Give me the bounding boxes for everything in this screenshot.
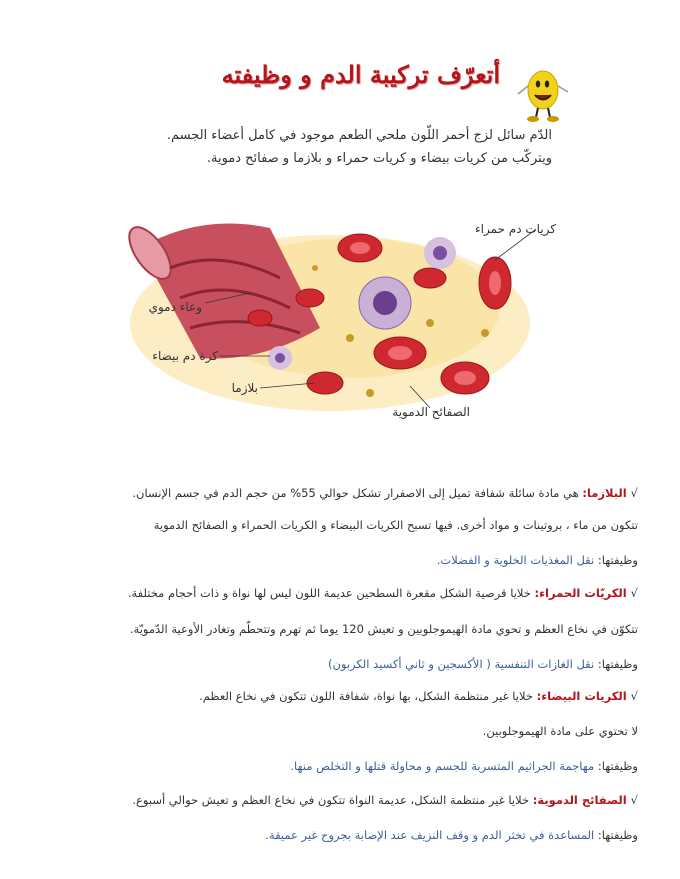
blood-illustration <box>110 208 570 428</box>
label-plasma: بلازما <box>231 381 258 395</box>
intro-line-2: ويتركّب من كريات بيضاء و كريات حمراء و بلازما و صفائح دموية. <box>206 151 552 166</box>
white-cells-note: لا تحتوي على مادة الهيموجلوبين. <box>482 724 638 738</box>
white-cells-term: الكريات البيضاء: <box>536 689 627 703</box>
red-cells-function-key: وظيفتها: <box>597 657 638 671</box>
platelets-function <box>265 828 638 842</box>
plasma-text: هي مادة سائلة شفافة تميل إلى الاصفرار تشكل حوالي 55% من حجم الدم في جسم الإنسان. <box>132 486 579 500</box>
intro <box>122 124 552 170</box>
plasma-function-key: وظيفتها: <box>597 553 638 567</box>
platelets-term: الصفائح الدموية: <box>532 793 627 807</box>
check-icon: √ <box>630 486 638 500</box>
red-cells-text: خلايا قرصية الشكل مقعرة السطحين عديمة اللون ليس لها نواة و ذات أحجام مختلفة. <box>127 586 531 600</box>
plasma-definition <box>132 486 638 500</box>
platelets-definition <box>132 793 638 807</box>
plasma-composition: تتكون من ماء ، بروتينات و مواد أخرى. فيها تسبح الكريات البيضاء و الكريات الحمراء و الصفائح الدموية <box>153 518 638 532</box>
white-cells-definition <box>199 689 638 703</box>
intro-line-1: الدّم سائل لزج أحمر اللّون ملحي الطعم موجود في كامل أعضاء الجسم. <box>166 128 552 143</box>
check-icon: √ <box>630 689 638 703</box>
header <box>0 28 680 98</box>
red-cells-term: الكريّات الحمراء: <box>534 586 627 600</box>
label-platelets: الصفائح الدموية <box>392 405 470 419</box>
red-cells-definition <box>128 586 638 600</box>
plasma-function-value: نقل المغذيات الخلوية و الفضلات. <box>436 553 595 567</box>
red-cells-function-value: نقل الغازات التنفسية ( الأكسجين و ثاني أكسيد الكربون) <box>327 657 595 671</box>
red-cells-origin: تتكوّن في نخاع العظم و تحوي مادة الهيموجلوبين و تعيش 120 يوما ثم تهرم وتتحطّم وتغادر الأوعية الدّمويّة. <box>129 622 638 636</box>
check-icon: √ <box>630 793 638 807</box>
label-white-cell: كرة دم بيضاء <box>152 349 218 363</box>
platelets-function-value: المساعدة في تخثر الدم و وقف النزيف عند الإصابة بجروح غير عميقة. <box>265 828 595 842</box>
platelets-function-key: وظيفتها: <box>597 828 638 842</box>
label-red-cells: كريات دم حمراء <box>475 222 556 236</box>
smiley-icon <box>514 66 570 126</box>
plasma-term: البلازما: <box>582 486 627 500</box>
white-cells-function-key: وظيفتها: <box>597 759 638 773</box>
white-cells-function <box>290 759 638 773</box>
check-icon: √ <box>630 586 638 600</box>
white-cells-text: خلايا غير منتظمة الشكل، بها نواة، شفافة اللون تتكون في نخاع العظم. <box>199 689 533 703</box>
blood-diagram <box>110 208 570 428</box>
platelets-text: خلايا غير منتظمة الشكل، عديمة النواة تتكون في نخاع العظم و تعيش حوالي أسبوع. <box>132 793 530 807</box>
label-vessel: وعاء دموي <box>148 300 202 314</box>
red-cells-function <box>328 657 638 671</box>
page-title: أتعرّف تركيبة الدم و وظيفته <box>221 60 500 89</box>
white-cells-function-value: مهاجمة الجراثيم المتسربة للجسم و محاولة قتلها و التخلص منها. <box>290 759 595 773</box>
plasma-function <box>437 553 638 567</box>
